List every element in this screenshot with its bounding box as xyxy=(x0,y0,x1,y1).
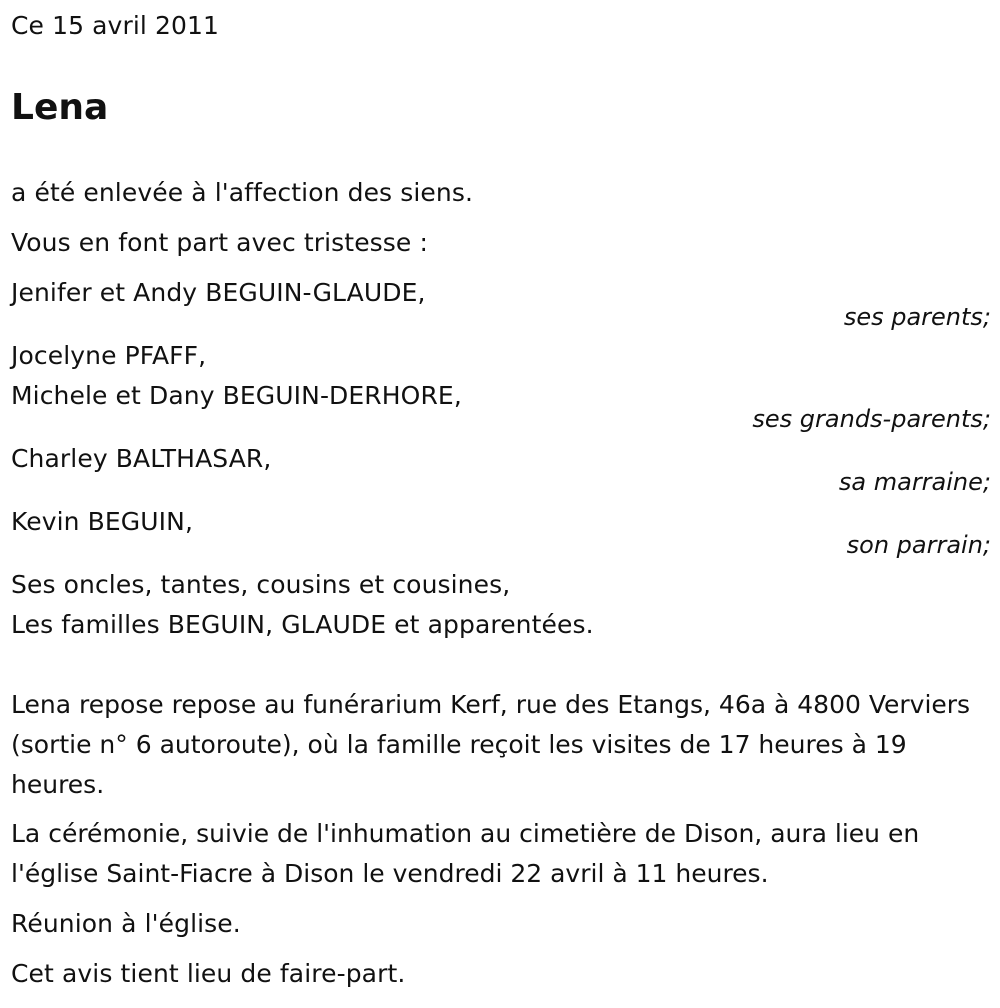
family-name-godmother: Charley BALTHASAR, xyxy=(11,444,272,473)
deceased-name: Lena xyxy=(11,87,109,128)
intro-line-1: a été enlevée à l'affection des siens. xyxy=(11,178,473,207)
family-name-parents: Jenifer et Andy BEGUIN-GLAUDE, xyxy=(11,278,426,307)
family-name-grandparent-1: Jocelyne PFAFF, xyxy=(11,341,207,370)
family-role-godfather: son parrain; xyxy=(846,531,991,559)
family-role-parents: ses parents; xyxy=(843,303,991,331)
others-line-2: Les familles BEGUIN, GLAUDE et apparentées. xyxy=(11,610,594,639)
intro-line-2: Vous en font part avec tristesse : xyxy=(11,228,428,257)
family-role-godmother: sa marraine; xyxy=(838,468,991,496)
family-name-grandparent-2: Michele et Dany BEGUIN-DERHORE, xyxy=(11,381,462,410)
meeting-note: Réunion à l'église. xyxy=(11,909,241,938)
family-role-grandparents: ses grands-parents; xyxy=(752,405,991,433)
visit-details: Lena repose repose au funérarium Kerf, rue des Etangs, 46a à 4800 Verviers (sortie n° 6 autoroute), où la famille reçoit les visites de 17 heures à 19 heures. xyxy=(11,690,971,799)
notice-date: Ce 15 avril 2011 xyxy=(11,11,219,40)
ceremony-details: La cérémonie, suivie de l'inhumation au cimetière de Dison, aura lieu en l'église Saint-Fiacre à Dison le vendredi 22 avril à 11 heures. xyxy=(11,819,920,888)
family-name-godfather: Kevin BEGUIN, xyxy=(11,507,194,536)
faire-part-note: Cet avis tient lieu de faire-part. xyxy=(11,959,406,988)
others-line-1: Ses oncles, tantes, cousins et cousines, xyxy=(11,570,511,599)
